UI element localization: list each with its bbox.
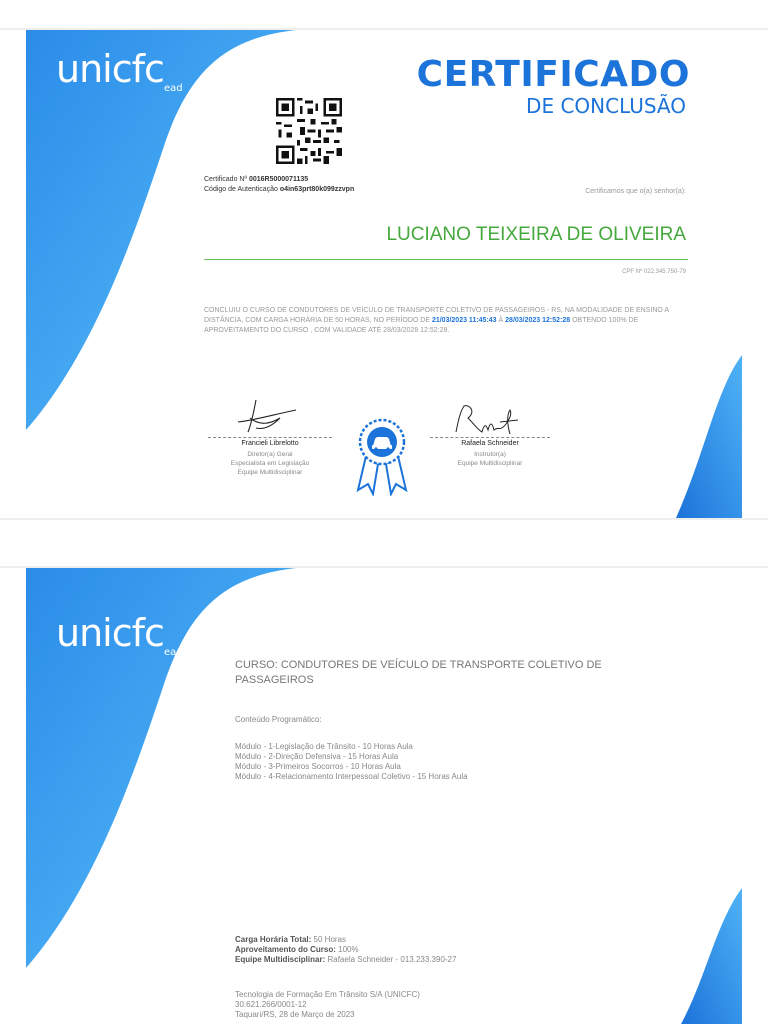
brand-logo-suffix: ead (164, 83, 183, 94)
signature-line (208, 437, 332, 438)
brand-logo: unicfc (56, 611, 164, 655)
certificate-subtitle: DE CONCLUSÃO (526, 94, 686, 118)
name-underline (204, 259, 688, 260)
certificate-page (26, 30, 742, 518)
brand-logo: unicfc (56, 47, 164, 91)
certify-text: Certificamos que o(a) senhor(a): (585, 188, 686, 195)
module-item: Módulo - 1-Legislação de Trânsito - 10 Horas Aula (235, 742, 413, 751)
page-bottom-edge (0, 518, 768, 520)
course-summary: Carga Horária Total: 50 Horas Aproveitamento do Curso: 100% Equipe Multidisciplinar: Rafaela Schneider - 013.233.390-27 (235, 935, 457, 964)
module-item: Módulo - 4-Relacionamento Interpessoal Coletivo - 15 Horas Aula (235, 772, 468, 781)
module-item: Módulo - 3-Primeiros Socorros - 10 Horas Aula (235, 762, 401, 771)
course-title: CURSO: CONDUTORES DE VEÍCULO DE TRANSPORTE COLETIVO DE PASSAGEIROS (235, 659, 602, 686)
signature-francieli (226, 396, 306, 438)
signature-line (430, 437, 550, 438)
certificate-number-line: Certificado Nº 0016R5000071135 (204, 176, 309, 183)
seal-badge-icon (352, 416, 412, 496)
program-label: Conteúdo Programático: (235, 715, 322, 724)
signature-rafaela (448, 402, 528, 440)
signer1-name: Francieli Librelotto (241, 440, 299, 447)
cpf-number: CPF Nº 022.345.750-79 (622, 269, 686, 275)
qr-code-icon (276, 98, 342, 164)
signer2-roles: Instrutor(a) Equipe Multidisciplinar (457, 451, 523, 467)
modules-list (235, 742, 468, 782)
certificate-body-text: CONCLUIU O CURSO DE CONDUTORES DE VEÍCULO DE TRANSPORTE COLETIVO DE PASSAGEIROS - RS, NA MODALIDADE DE ENSINO A DISTÂNCIA, COM CARGA HORÁRIA DE 50 HORAS, NO PERÍODO DE 21/03/2023 11:45:43 À 28/03/2023 12:52:28 OBTENDO 100% DE APROVEITAMENTO DO CURSO , COM VALIDADE ATÉ 28/03/2028 12:52:28. (204, 307, 669, 334)
signer1-roles: Diretor(a) Geral Especialista em Legislação Equipe Multidisciplinar (230, 451, 310, 476)
auth-code-line: Código de Autenticação o4in63prt80k099zzvpn (204, 186, 355, 193)
certificate-title: CERTIFICADO (416, 54, 690, 95)
signer2-name: Rafaela Schneider (461, 440, 519, 447)
brand-logo-suffix: ead (164, 647, 183, 658)
student-name: LUCIANO TEIXEIRA DE OLIVEIRA (386, 224, 686, 245)
company-info: Tecnologia de Formação Em Trânsito S/A (UNICFC) 30.621.266/0001-12 Taquari/RS, 28 de Março de 2023 (235, 990, 420, 1019)
course-content-page (26, 568, 742, 1024)
module-item: Módulo - 2-Direção Defensiva - 15 Horas Aula (235, 752, 399, 761)
